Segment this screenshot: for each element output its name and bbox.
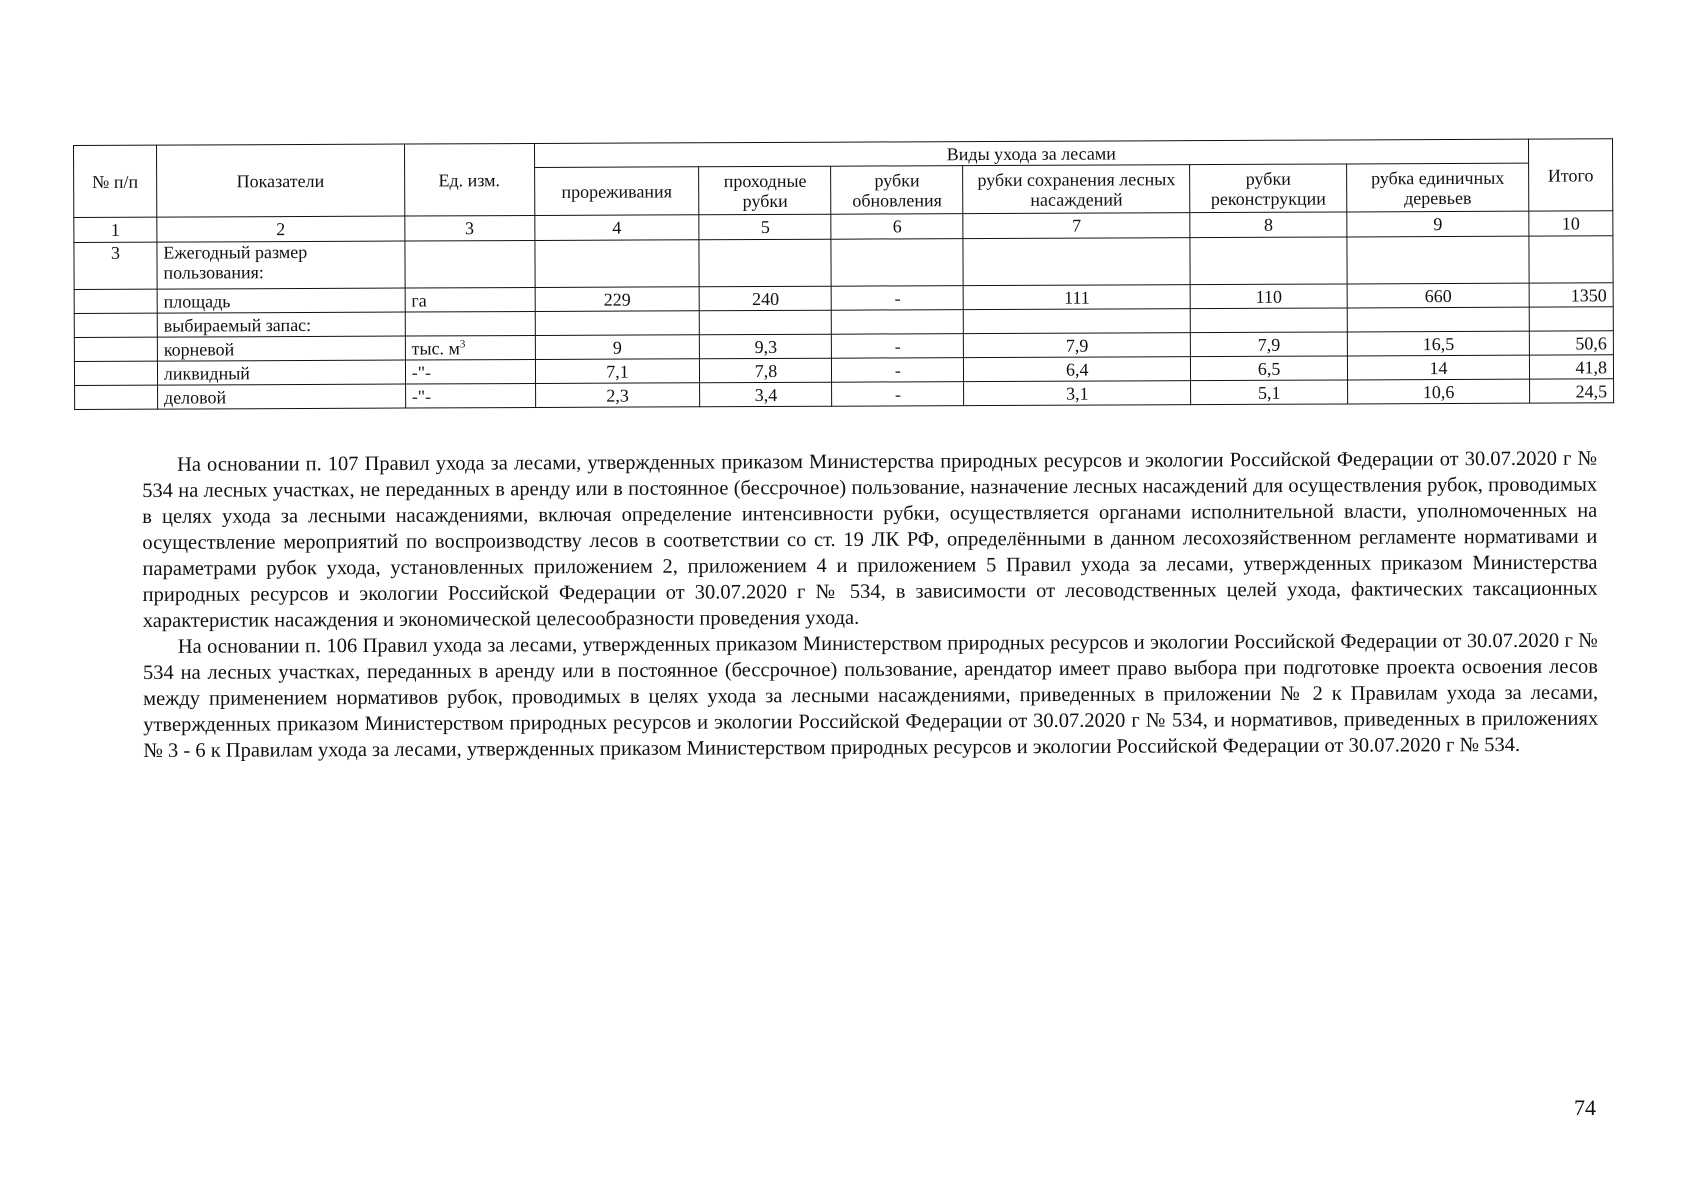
table-row [74, 236, 1613, 290]
row-num [75, 385, 158, 409]
header-indicators: Показатели [156, 144, 404, 217]
row-total [1529, 307, 1613, 331]
row-num: 3 [74, 242, 157, 289]
row-value: 16,5 [1347, 331, 1529, 356]
row-value: 7,9 [1190, 332, 1347, 357]
row-num [74, 289, 157, 313]
row-num [74, 361, 157, 385]
page-number: 74 [1574, 1095, 1596, 1120]
column-number: 6 [831, 214, 963, 240]
row-value: 9 [535, 335, 700, 360]
row-value [535, 311, 700, 336]
row-value: - [832, 382, 964, 407]
row-total: 24,5 [1530, 379, 1614, 403]
row-value [699, 239, 831, 287]
column-number: 8 [1190, 212, 1347, 238]
header-total: Итого [1528, 139, 1612, 211]
header-type: рубка единичных деревьев [1347, 163, 1529, 212]
row-value: 111 [963, 285, 1190, 310]
row-value: 660 [1347, 283, 1529, 308]
row-unit: -"- [405, 383, 535, 408]
column-number: 5 [699, 214, 831, 240]
row-value: 5,1 [1191, 380, 1348, 405]
row-value: 9,3 [700, 334, 832, 359]
row-total: 41,8 [1529, 355, 1613, 379]
header-type: прореживания [534, 167, 699, 216]
header-type: проходные рубки [699, 166, 831, 215]
row-value: - [832, 334, 964, 359]
unit-superscript: 3 [459, 337, 466, 350]
row-value: 6,5 [1191, 356, 1348, 381]
column-number: 9 [1347, 211, 1529, 237]
row-value [1347, 307, 1529, 332]
row-value: 7,8 [700, 358, 832, 383]
paragraph: На основании п. 107 Правил ухода за лесами, утвержденных приказом Министерства природных ресурсов и экологии Российской Федерации от 30.07.2020 г № 534 на лесных участках, не переданных в аренду или в постоянное (бессрочное) пользование, назначение лесных насаждений для осуществления рубок, проводимых в целях ухода за лесными насаждениями, включая определение интенсивности рубки, осуществляется органами исполнительной власти, уполномоченных на осуществление мероприятий по воспроизводству лесов в соответствии со ст. 19 ЛК РФ, определёнными в данном лесохозяйственном регламенте нормативами и параметрами рубок ухода, установленных приложением 2, приложением 4 и приложением 5 Правил ухода за лесами, утвержденных приказом Министерства природных ресурсов и экологии Российской Федерации от 30.07.2020 г № 534, в зависимости от лесоводственных целей ухода, фактических таксационных характеристик насаждения и экономической целесообразности проведения ухода. [142, 447, 1598, 632]
row-indicator: площадь [157, 288, 405, 313]
column-number: 10 [1529, 211, 1613, 236]
row-num [74, 313, 157, 337]
row-value [964, 309, 1191, 334]
column-number: 2 [157, 216, 405, 242]
row-value: 240 [700, 286, 832, 311]
row-value: 7,9 [964, 333, 1191, 358]
row-indicator: Ежегодный размер пользования: [157, 241, 405, 289]
row-value [534, 240, 699, 288]
row-value [831, 239, 963, 287]
body-text [142, 446, 1598, 764]
row-total: 1350 [1529, 283, 1613, 307]
row-value: 229 [535, 287, 700, 312]
row-value [1347, 236, 1529, 284]
row-value: 7,1 [535, 359, 700, 384]
row-unit: -"- [405, 359, 535, 384]
row-value [1190, 237, 1347, 285]
row-total: 50,6 [1529, 331, 1613, 355]
header-unit: Ед. изм. [404, 143, 534, 216]
row-value: 6,4 [964, 357, 1191, 382]
header-type: рубки обновления [831, 166, 963, 215]
row-unit: тыс. м [411, 337, 460, 359]
row-value [700, 310, 832, 335]
column-number: 1 [74, 217, 157, 242]
column-number: 7 [963, 213, 1190, 239]
column-number: 3 [405, 215, 535, 241]
row-value: 14 [1348, 355, 1530, 380]
row-indicator: корневой [157, 336, 405, 361]
row-value [832, 310, 964, 335]
row-value [1190, 308, 1347, 333]
row-unit [405, 240, 535, 288]
row-unit: га [405, 287, 535, 312]
header-type: рубки реконструкции [1190, 164, 1347, 213]
row-indicator: деловой [157, 384, 405, 409]
header-type: рубки сохранения лесных насаждений [963, 165, 1190, 214]
row-value [963, 238, 1190, 286]
row-value: - [832, 358, 964, 383]
row-value: 10,6 [1348, 379, 1530, 404]
row-total [1529, 236, 1613, 283]
header-num: № п/п [74, 145, 157, 217]
forest-care-table [73, 138, 1614, 410]
row-unit-cell [405, 335, 535, 360]
row-unit [405, 311, 535, 336]
row-value: 3,1 [964, 381, 1191, 406]
row-indicator: ликвидный [157, 360, 405, 385]
row-value: 2,3 [535, 383, 700, 408]
row-num [74, 337, 157, 361]
paragraph: На основании п. 106 Правил ухода за лесами, утвержденных приказом Министерством природных ресурсов и экологии Российской Федерации от 30.07.2020 г № 534 на лесных участках, переданных в аренду или в постоянное (бессрочное) пользование, арендатор имеет право выбора при подготовке проекта освоения лесов между применением нормативов рубок, проводимых в целях ухода за лесными насаждениями, приведенных в приложении № 2 к Правилам ухода за лесами, утвержденных приказом Министерством природных ресурсов и экологии Российской Федерации от 30.07.2020 г № 534, и нормативов, приведенных в приложениях № 3 - 6 к Правилам ухода за лесами, утвержденных приказом Министерством природных ресурсов и экологии Российской Федерации от 30.07.2020 г № 534. [142, 629, 1599, 762]
row-value: - [832, 286, 964, 311]
column-number: 4 [534, 215, 699, 241]
row-indicator: выбираемый запас: [157, 312, 405, 337]
row-value: 110 [1190, 284, 1347, 309]
row-value: 3,4 [700, 382, 832, 407]
header-care-types-group: Виды ухода за лесами [534, 139, 1529, 167]
